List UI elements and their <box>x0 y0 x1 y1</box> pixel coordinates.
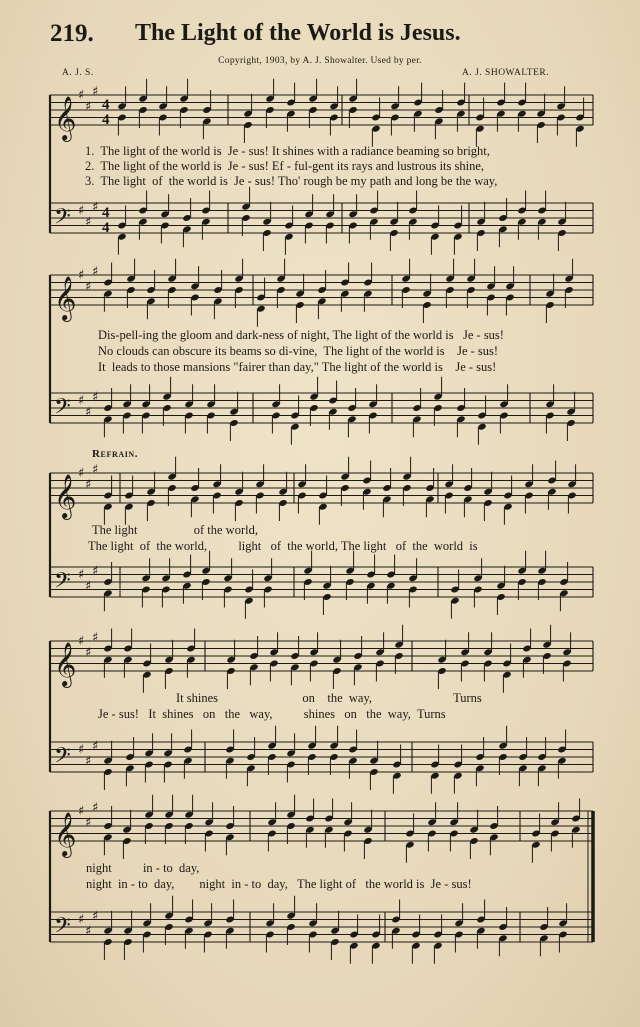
sharp-icon: ♯ <box>85 815 92 831</box>
bass-clef-icon: 𝄢 <box>54 204 71 235</box>
treble-clef-icon: 𝄞 <box>54 642 77 686</box>
sharp-icon: ♯ <box>78 742 85 758</box>
treble-staff <box>50 795 593 863</box>
treble-clef-icon: 𝄞 <box>54 812 77 856</box>
sharp-icon: ♯ <box>92 800 99 816</box>
time-signature-digit: 4 <box>102 205 110 221</box>
refrain-line-3-upper: night in - to day, <box>86 861 200 875</box>
lyricist-credit: A. J. S. <box>62 68 94 78</box>
refrain-line-1-upper: The light of the world, <box>92 523 258 537</box>
time-signature-digit: 4 <box>102 112 110 128</box>
bass-staff <box>50 187 593 255</box>
bass-clef-icon: 𝄢 <box>54 743 71 774</box>
sharp-icon: ♯ <box>92 738 99 754</box>
sharp-icon: ♯ <box>78 466 85 481</box>
treble-clef-icon: 𝄞 <box>54 96 77 140</box>
refrain-line-2-lower: Je - sus! It shines on the way, shines on the way, Turns <box>98 707 446 721</box>
refrain-line-1-lower: The light of the world, light of the world, The light of the world is <box>88 539 478 553</box>
bass-staff <box>50 551 593 619</box>
verse-1-line-2: Dis-pell-ing the gloom and dark-ness of night, The light of the world is Je - sus! <box>98 328 504 342</box>
time-signature-digit: 4 <box>102 220 110 236</box>
sharp-icon: ♯ <box>78 804 85 819</box>
sharp-icon: ♯ <box>78 634 85 649</box>
treble-staff <box>50 79 593 147</box>
bass-staff <box>50 896 593 964</box>
sharp-icon: ♯ <box>85 923 92 939</box>
sharp-icon: ♯ <box>85 578 92 594</box>
sharp-icon: ♯ <box>92 264 99 280</box>
treble-clef-icon: 𝄞 <box>54 474 77 518</box>
treble-staff <box>50 259 593 327</box>
bass-clef-icon: 𝄢 <box>54 568 71 599</box>
verse-3-line-2: It leads to those mansions "fairer than day," The light of the world is Je - sus! <box>98 360 497 374</box>
sharp-icon: ♯ <box>85 279 92 295</box>
sharp-icon: ♯ <box>85 404 92 420</box>
sharp-icon: ♯ <box>92 908 99 924</box>
bass-clef-icon: 𝄢 <box>54 394 71 425</box>
hymn-number: 219. <box>50 20 94 47</box>
sharp-icon: ♯ <box>92 563 99 579</box>
treble-staff <box>50 457 593 525</box>
copyright-line: Copyright, 1903, by A. J. Showalter. Used by per. <box>218 56 422 66</box>
sharp-icon: ♯ <box>78 912 85 928</box>
sharp-icon: ♯ <box>85 99 92 115</box>
verse-2-line-1: 2. The light of the world is Je - sus! Ef - ful-gent its rays and lustrous its shine, <box>85 159 485 173</box>
composer-credit: A. J. SHOWALTER. <box>462 68 550 78</box>
sharp-icon: ♯ <box>85 214 92 230</box>
sharp-icon: ♯ <box>78 393 85 409</box>
verse-2-line-2: No clouds can obscure its beams so di-vine, The light of the world is Je - sus! <box>98 344 499 358</box>
staff-systems <box>50 79 593 964</box>
sharp-icon: ♯ <box>85 753 92 769</box>
sharp-icon: ♯ <box>92 462 99 478</box>
sharp-icon: ♯ <box>78 88 85 103</box>
verse-3-line-1: 3. The light of the world is Je - sus! Tho' rough be my path and long be the way, <box>85 174 498 188</box>
bass-clef-icon: 𝄢 <box>54 913 71 944</box>
bass-staff <box>50 377 593 445</box>
refrain-line-3-lower: night in - to day, night in - to day, The light of the world is Je - sus! <box>86 877 472 891</box>
hymn-title: The Light of the World is Jesus. <box>135 20 461 46</box>
sharp-icon: ♯ <box>78 268 85 283</box>
sharp-icon: ♯ <box>85 477 92 493</box>
sharp-icon: ♯ <box>85 645 92 661</box>
treble-clef-icon: 𝄞 <box>54 276 77 320</box>
treble-staff <box>50 625 593 693</box>
refrain-label: Refrain. <box>92 448 139 460</box>
time-signature-digit: 4 <box>102 97 110 113</box>
sharp-icon: ♯ <box>92 199 99 215</box>
refrain-line-2-upper: It shines on the way, Turns <box>176 691 482 705</box>
sharp-icon: ♯ <box>78 567 85 583</box>
verse-1-line-1: 1. The light of the world is Je - sus! It shines with a radiance beaming so bright, <box>85 144 490 158</box>
bass-staff <box>50 726 593 794</box>
sharp-icon: ♯ <box>78 203 85 219</box>
sharp-icon: ♯ <box>92 630 99 646</box>
sharp-icon: ♯ <box>92 389 99 405</box>
sharp-icon: ♯ <box>92 84 99 100</box>
